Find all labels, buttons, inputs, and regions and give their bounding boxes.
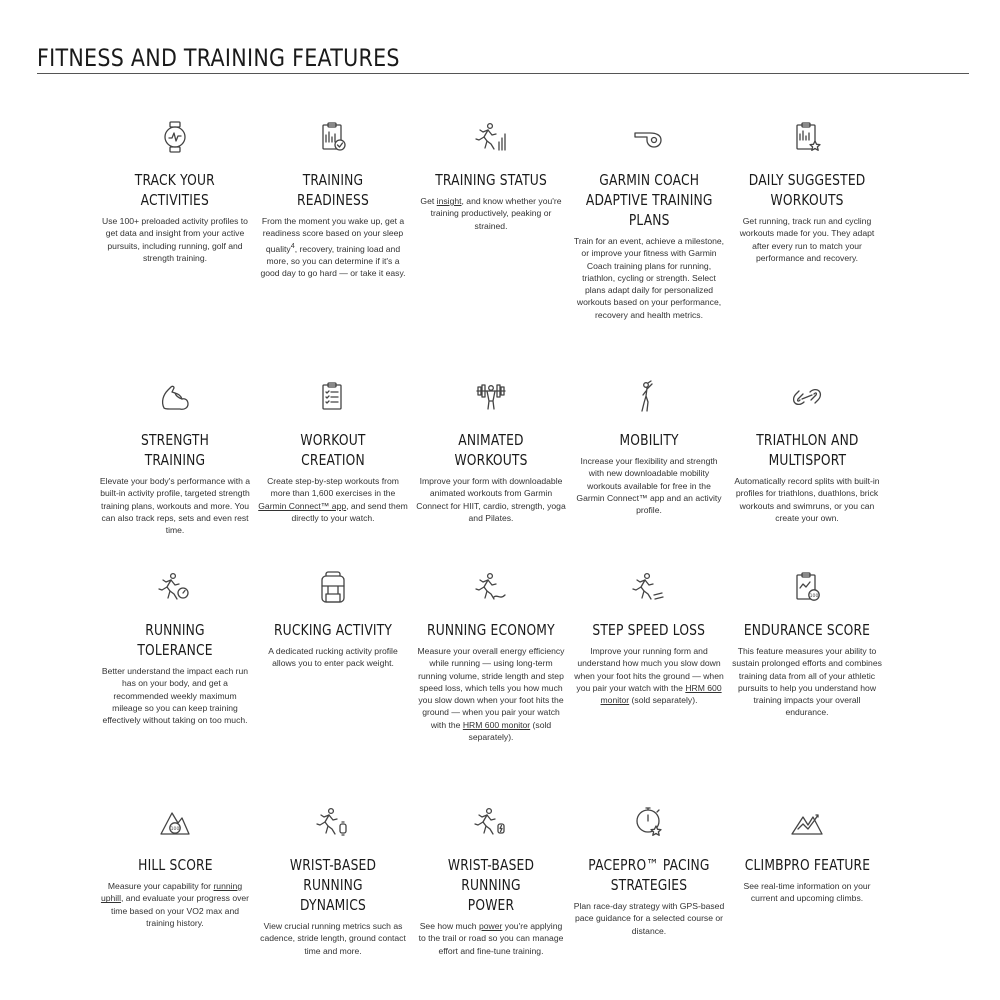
title-divider bbox=[37, 73, 969, 74]
feature-description bbox=[255, 475, 411, 524]
whistle-icon bbox=[632, 120, 666, 154]
description-text: See how much bbox=[419, 921, 479, 931]
feature-card bbox=[413, 120, 569, 232]
description-text: Use 100+ preloaded activity profiles to get data and insight from your active pursuits, including running, golf and strength training. bbox=[102, 216, 248, 263]
feature-description bbox=[571, 645, 727, 706]
feature-card bbox=[255, 120, 411, 279]
feature-card bbox=[255, 380, 411, 524]
feature-card bbox=[571, 380, 727, 516]
description-text: Improve your form with downloadable animated workouts from Garmin Connect for HIIT, cardio, strength, yoga and Pilates. bbox=[416, 476, 566, 523]
feature-description bbox=[255, 645, 411, 670]
linked-rings-icon bbox=[790, 380, 824, 414]
feature-description bbox=[413, 645, 569, 743]
description-text: Plan race-day strategy with GPS-based pace guidance for a selected course or distance. bbox=[573, 901, 725, 936]
feature-card bbox=[97, 380, 253, 536]
description-text: View crucial running metrics such as cadence, stride length, ground contact time and more. bbox=[260, 921, 406, 956]
svg-text:100: 100 bbox=[170, 826, 180, 832]
description-text: , and evaluate your progress over time based on your VO2 max and training history. bbox=[110, 893, 250, 928]
feature-title: TRIATHLON AND MULTISPORT bbox=[755, 431, 859, 469]
feature-card bbox=[729, 570, 885, 719]
flexed-arm-icon bbox=[158, 380, 192, 414]
feature-link[interactable]: Garmin Connect™ app bbox=[258, 500, 347, 511]
feature-title: RUNNING TOLERANCE bbox=[137, 621, 213, 659]
mountain-100-icon bbox=[158, 805, 192, 839]
feature-description bbox=[729, 475, 885, 524]
feature-title: PACEPRO™ PACING STRATEGIES bbox=[588, 856, 710, 894]
description-text: , and send them directly to your watch. bbox=[291, 500, 408, 523]
description-text: you're applying to the trail or road so you can manage effort and fine-tune training. bbox=[418, 921, 564, 956]
feature-description bbox=[97, 665, 253, 726]
runner-status-icon bbox=[474, 120, 508, 154]
description-text: Improve your running form and understand how much you slow down when your foot hits the ground — when you pair your watch with the bbox=[574, 646, 724, 693]
feature-title: ENDURANCE SCORE bbox=[743, 621, 871, 639]
readiness-clipboard-icon bbox=[316, 120, 350, 154]
feature-description bbox=[97, 880, 253, 929]
description-text: Get running, track run and cycling workouts made for you. They adapt after every run to match your performance and recovery. bbox=[739, 216, 875, 263]
backpack-icon bbox=[316, 570, 350, 604]
feature-description bbox=[571, 455, 727, 516]
feature-card bbox=[413, 380, 569, 524]
feature-title: WRIST-BASED RUNNING DYNAMICS bbox=[289, 856, 377, 914]
runner-speed-icon bbox=[632, 570, 666, 604]
feature-title: STEP SPEED LOSS bbox=[592, 621, 706, 639]
feature-card bbox=[413, 805, 569, 957]
feature-title: TRAINING READINESS bbox=[297, 171, 369, 209]
feature-card bbox=[571, 120, 727, 321]
feature-card bbox=[255, 570, 411, 670]
feature-title: ANIMATED WORKOUTS bbox=[454, 431, 528, 469]
dumbbell-icon bbox=[474, 380, 508, 414]
description-text: Measure your capability for bbox=[107, 881, 214, 891]
feature-title: WORKOUT CREATION bbox=[300, 431, 366, 469]
feature-card bbox=[571, 570, 727, 706]
description-text: A dedicated rucking activity profile allows you to enter pack weight. bbox=[268, 646, 398, 669]
description-text: Get bbox=[420, 196, 437, 206]
feature-card bbox=[571, 805, 727, 937]
feature-card bbox=[729, 120, 885, 264]
feature-description bbox=[729, 215, 885, 264]
description-text: Better understand the impact each run has on your body, and get a recommended weekly maximum mileage so you can keep training effectively without taking on too much. bbox=[101, 666, 249, 726]
feature-link[interactable]: HRM 600 monitor bbox=[600, 682, 722, 706]
feature-link[interactable]: power bbox=[478, 921, 503, 931]
feature-title: TRACK YOUR ACTIVITIES bbox=[134, 171, 216, 209]
feature-link[interactable]: insight bbox=[436, 196, 462, 206]
feature-title: RUCKING ACTIVITY bbox=[273, 621, 393, 639]
description-text: This feature measures your ability to sustain prolonged efforts and combines training data from all of your athletic pursuits to help you understand how training impacts your overall endurance. bbox=[732, 646, 882, 718]
stretching-person-icon bbox=[632, 380, 666, 414]
feature-description bbox=[571, 235, 727, 321]
feature-link[interactable]: HRM 600 monitor bbox=[462, 719, 531, 730]
feature-description bbox=[729, 880, 885, 905]
feature-description bbox=[255, 920, 411, 957]
feature-title: RUNNING ECONOMY bbox=[427, 621, 555, 639]
feature-link[interactable]: running uphill bbox=[100, 881, 243, 904]
description-text: Train for an event, achieve a milestone, or improve your fitness with Garmin Coach training plans for running, triathlon, cycling or strength. Select plans adapt daily for personalized workouts based on your performance, recovery and health metrics. bbox=[573, 236, 725, 320]
description-text: From the moment you wake up, get a readiness score based on your sleep quality bbox=[261, 216, 405, 254]
description-text: (sold separately). bbox=[629, 695, 698, 706]
feature-description bbox=[413, 195, 569, 232]
feature-title: MOBILITY bbox=[619, 431, 679, 449]
feature-card bbox=[729, 380, 885, 524]
feature-card bbox=[729, 805, 885, 905]
feature-description bbox=[729, 645, 885, 719]
runner-gauge-icon bbox=[158, 570, 192, 604]
watch-icon bbox=[158, 120, 192, 154]
svg-text:100: 100 bbox=[809, 593, 819, 599]
footnote-marker: 4 bbox=[290, 241, 295, 250]
feature-card bbox=[97, 570, 253, 726]
feature-title: TRAINING STATUS bbox=[435, 171, 547, 189]
feature-description bbox=[413, 475, 569, 524]
feature-description bbox=[255, 215, 411, 279]
feature-title: HILL SCORE bbox=[137, 856, 213, 874]
feature-description bbox=[97, 215, 253, 264]
description-text: , and know whether you're training productively, peaking or strained. bbox=[430, 196, 562, 231]
feature-title: GARMIN COACH ADAPTIVE TRAINING PLANS bbox=[585, 171, 713, 229]
clipboard-star-icon bbox=[790, 120, 824, 154]
page-title: FITNESS AND TRAINING FEATURES bbox=[37, 44, 400, 72]
feature-card bbox=[97, 120, 253, 264]
feature-description bbox=[413, 920, 569, 957]
description-text: Create step-by-step workouts from more than 1,600 exercises in the bbox=[267, 476, 399, 499]
stopwatch-star-icon bbox=[632, 805, 666, 839]
description-text: (sold separately). bbox=[468, 719, 552, 743]
feature-card bbox=[255, 805, 411, 957]
feature-card bbox=[413, 570, 569, 743]
feature-title: CLIMBPRO FEATURE bbox=[744, 856, 870, 874]
feature-description bbox=[97, 475, 253, 536]
mountain-climb-icon bbox=[790, 805, 824, 839]
feature-card bbox=[97, 805, 253, 929]
description-text: See real-time information on your current and upcoming climbs. bbox=[743, 881, 871, 904]
feature-description bbox=[571, 900, 727, 937]
runner-power-icon bbox=[474, 805, 508, 839]
feature-title: STRENGTH TRAINING bbox=[140, 431, 210, 469]
feature-title: DAILY SUGGESTED WORKOUTS bbox=[748, 171, 866, 209]
clipboard-100-icon bbox=[790, 570, 824, 604]
checklist-icon bbox=[316, 380, 350, 414]
description-text: Automatically record splits with built-in profiles for triathlons, duathlons, brick workouts and swimruns, or you can create your own. bbox=[734, 476, 880, 523]
runner-economy-icon bbox=[474, 570, 508, 604]
description-text: Measure your overall energy efficiency while running — using long-term running volume, stride length and step speed loss, which tells you how much you slow down when your foot hits the ground — when you pair your watch with the bbox=[417, 646, 565, 730]
description-text: , recovery, training load and more, so you can determine if it's a good day to go hard — or take it easy. bbox=[260, 243, 406, 279]
description-text: Increase your flexibility and strength with new downloadable mobility workouts available for free in the Garmin Connect™ app and an activity profile. bbox=[576, 456, 722, 516]
feature-title: WRIST-BASED RUNNING POWER bbox=[447, 856, 535, 914]
description-text: Elevate your body's performance with a built-in activity profile, targeted strength training plans, workouts and more. You can also track reps, sets and even rest time. bbox=[99, 476, 251, 536]
runner-watch-icon bbox=[316, 805, 350, 839]
